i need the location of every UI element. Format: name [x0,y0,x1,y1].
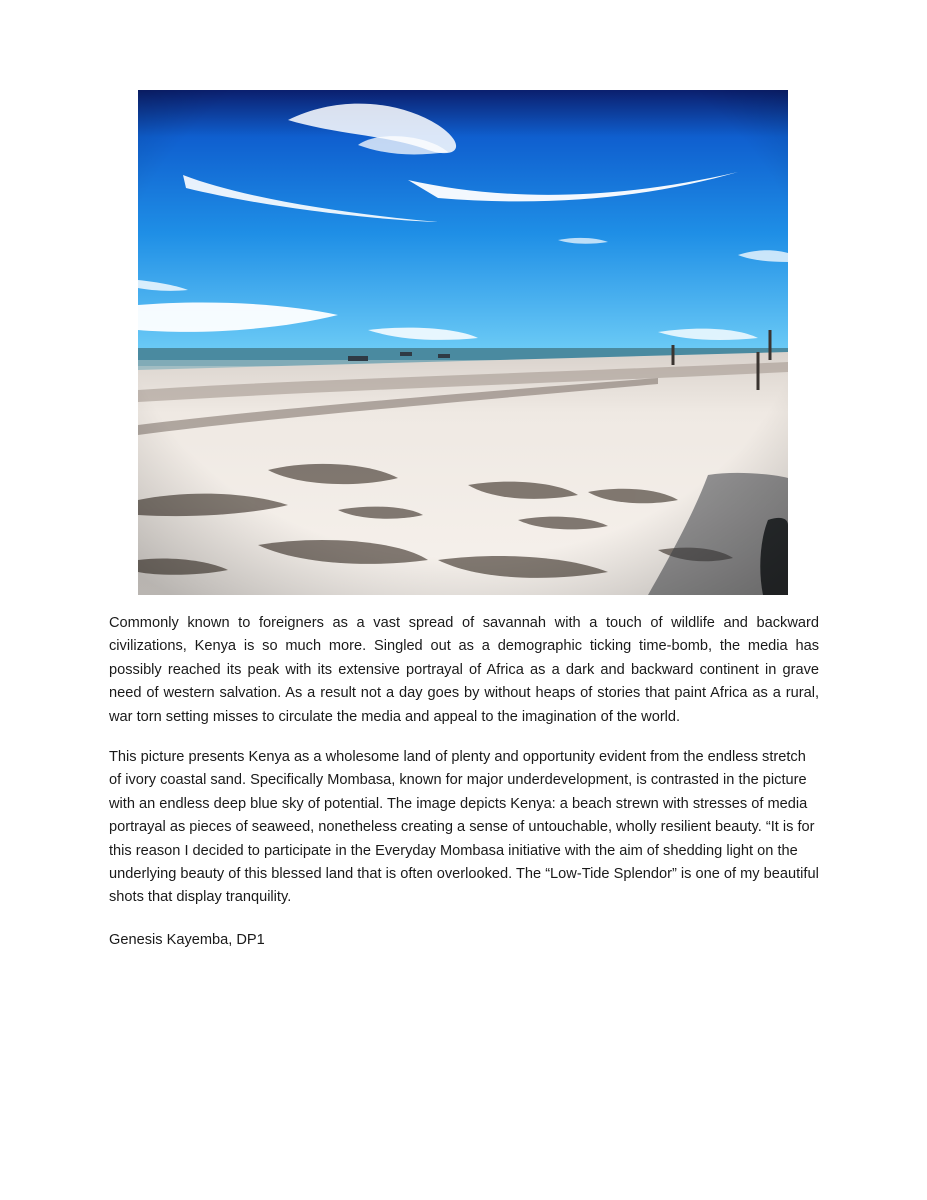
beach-photo [138,90,788,595]
paragraph-text: This picture presents Kenya as a wholesome land of plenty and opportunity evident from the endless stretch of ivory coastal sand. Specifically Mombasa, known for major underdevelopment, is contrasted in the picture with an endless deep blue sky of potential. The image depicts Kenya: a beach strewn with stresses of media portrayal as pieces of seaweed, nonetheless creating a sense of untouchable, wholly resilient beauty. “It is for this reason I decided to participate in the Everyday Mombasa initiative with the aim of shedding light on the underlying beauty of this blessed land that is often overlooked. The “Low-Tide Splendor” is one of my beautiful shots that display tranquility. [109,749,819,906]
signature-text: Genesis Kayemba, DP1 [109,932,265,948]
author-signature [109,929,819,952]
description-paragraph [109,746,819,910]
paragraph-text: Commonly known to foreigners as a vast spread of savannah with a touch of wildlife and backward civilizations, Kenya is so much more. Singled out as a demographic ticking time-bomb, the media has possibly reached its peak with its extensive portrayal of Africa as a dark and backward continent in grave need of western salvation. As a result not a day goes by without heaps of stories that paint Africa as a rural, war torn setting misses to circulate the media and appeal to the imagination of the world. [109,615,819,725]
intro-paragraph [109,612,819,729]
beach-photo-illustration [138,90,788,595]
